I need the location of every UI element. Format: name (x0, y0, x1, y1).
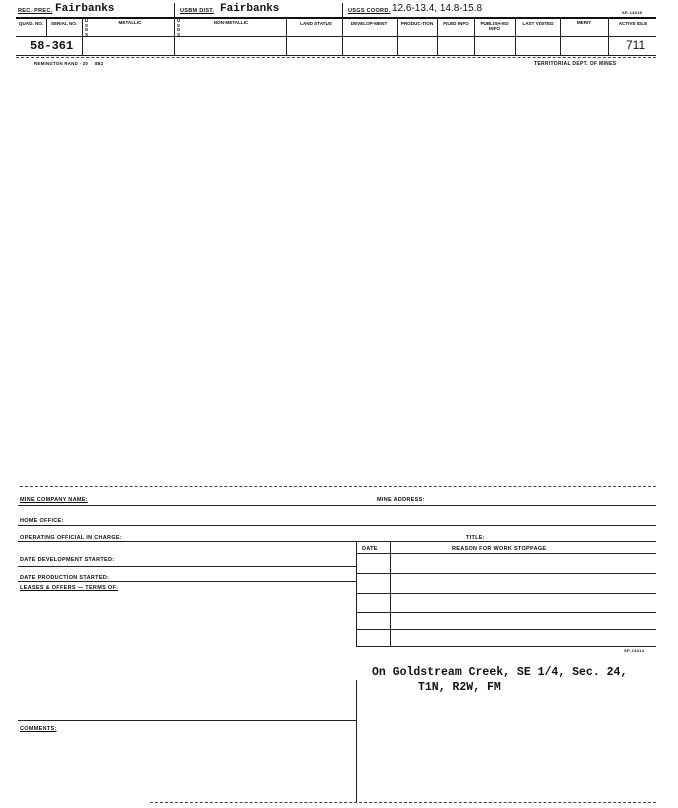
lower-form-top-dash (20, 486, 656, 487)
date-dev-line (18, 566, 356, 567)
col-div-filed (437, 17, 438, 55)
stoppage-row-1 (356, 573, 656, 574)
stoppage-header-line (356, 553, 656, 554)
location-line-1: On Goldstream Creek, SE 1/4, Sec. 24, (372, 666, 628, 679)
stoppage-row-5 (356, 646, 656, 647)
date-dev-started-label: DATE DEVELOPMENT STARTED: (20, 557, 115, 563)
usbm-dist-label: USBM DIST. (180, 8, 215, 14)
rec-prec-label: REC. PREC. (18, 8, 53, 14)
stoppage-row-2 (356, 593, 656, 594)
col-usgs-2: U S G S (176, 18, 181, 37)
operating-official-label: OPERATING OFFICIAL IN CHARGE: (20, 535, 122, 541)
footer-top-right: TERRITORIAL DEPT. OF MINES (534, 61, 617, 67)
col-production: PRODUC-TION (400, 21, 434, 26)
header-divider-2 (342, 3, 343, 17)
form-number-top: SP-14015 (622, 10, 643, 15)
usgs-coord-label: USGS COORD. (348, 8, 391, 14)
col-div-serial (46, 17, 47, 36)
col-merit: MERIT (576, 20, 592, 25)
col-filed-info: FILED INFO (443, 21, 469, 26)
active-idle-value: 711 (626, 38, 646, 52)
footer-top-code: 882 (95, 61, 104, 66)
home-office-label: HOME OFFICE: (20, 518, 64, 524)
date-prod-line (18, 581, 356, 582)
col-non-metallic: NON-METALLIC (213, 20, 249, 25)
header-divider-1 (174, 3, 175, 17)
stoppage-date-header: DATE (362, 546, 378, 552)
col-div-usgs1 (82, 17, 83, 55)
leases-offers-label: LEASES & OFFERS — TERMS OF: (20, 585, 119, 591)
col-div-active (608, 17, 609, 55)
col-land-status: LAND STATUS (300, 21, 332, 26)
stoppage-row-4 (356, 629, 656, 630)
comments-label: COMMENTS: (20, 726, 57, 732)
form-number-lower: SP-14014 (624, 648, 645, 653)
col-serial-no: SERIAL NO. (50, 21, 78, 26)
lower-mid-divider (356, 680, 357, 802)
col-published-info: PUBLISH-ED INFO (480, 21, 509, 32)
location-line-2: T1N, R2W, FM (418, 681, 501, 694)
comments-line (18, 720, 356, 721)
stoppage-row-3 (356, 612, 656, 613)
col-last-visited: LAST VISITED (522, 21, 554, 26)
stoppage-reason-header: REASON FOR WORK STOPPAGE (452, 546, 547, 552)
col-div-pub (474, 17, 475, 55)
date-prod-started-label: DATE PRODUCTION STARTED: (20, 575, 110, 581)
footer-top-left: REMINGTON RAND - 20 (34, 61, 89, 66)
quad-serial-value: 58-361 (30, 39, 74, 53)
mine-company-name-label: MINE COMPANY NAME: (20, 497, 88, 503)
mine-address-label: MINE ADDRESS: (377, 497, 425, 503)
col-development: DEVELOP-MENT (350, 21, 388, 26)
col-div-nonmet (174, 17, 175, 55)
col-div-land (286, 17, 287, 55)
col-metallic: METALLIC (118, 20, 142, 25)
usgs-coord-value: 12.6-13.4, 14.8-15.8 (392, 3, 483, 14)
record-row-dashline (16, 57, 656, 58)
col-div-merit (560, 17, 561, 55)
col-div-dev (342, 17, 343, 55)
col-usgs-1: U S G S (84, 18, 89, 37)
operating-official-line (18, 541, 656, 542)
col-div-last (515, 17, 516, 55)
col-div-prod (397, 17, 398, 55)
bottom-dash (150, 802, 656, 803)
usbm-dist-value: Fairbanks (220, 3, 280, 15)
col-active-idle: ACTIVE IDLE (618, 21, 648, 26)
home-office-line (18, 525, 656, 526)
col-quad-no: QUAD. NO. (18, 21, 44, 26)
rec-prec-value: Fairbanks (55, 3, 115, 15)
mine-company-line (18, 505, 656, 506)
title-label: TITLE: (466, 535, 485, 541)
record-row-bottom (16, 55, 656, 56)
